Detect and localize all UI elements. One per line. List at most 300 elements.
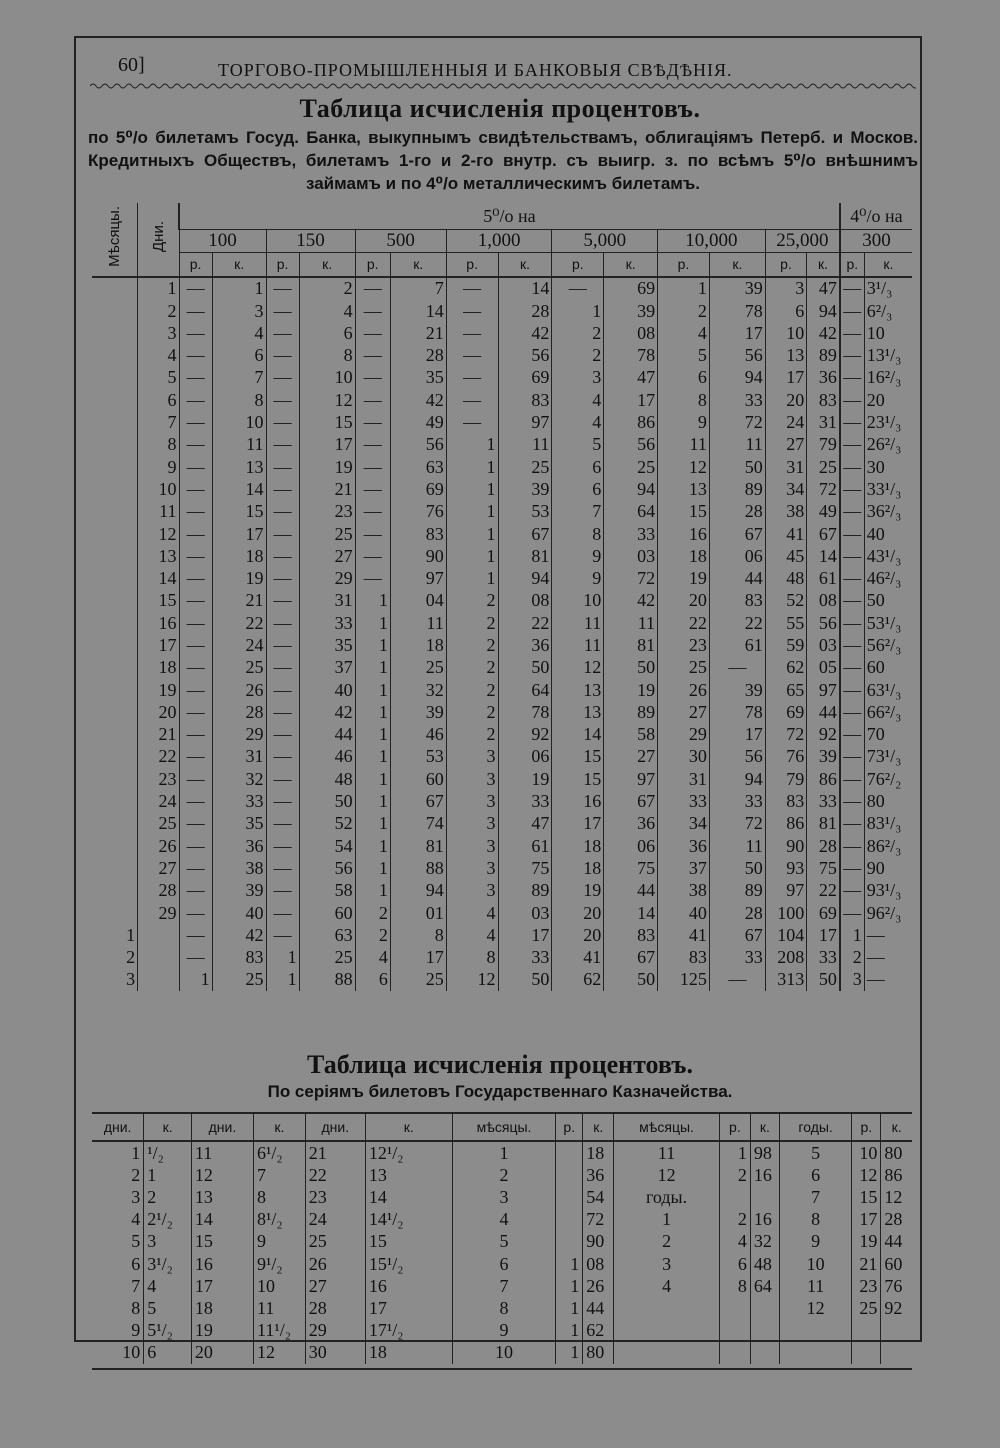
table-cell: 31 [299, 590, 355, 612]
table-cell: 72 [709, 813, 765, 835]
group-4pct-header: 4⁰/о на [840, 203, 912, 230]
table-cell [614, 1320, 720, 1342]
table-cell: 80 [881, 1141, 912, 1164]
table-cell: 18 [191, 1297, 253, 1319]
table-cell: — [355, 523, 390, 545]
table2-header-cell: к. [881, 1113, 912, 1141]
table-cell: 90 [864, 857, 912, 879]
table-row [92, 947, 912, 969]
table-cell: — [266, 344, 299, 366]
table-cell: 46 [299, 746, 355, 768]
table-cell: — [179, 924, 212, 946]
table-cell: — [355, 300, 390, 322]
table-row [92, 1186, 912, 1208]
table-cell: 65 [765, 679, 806, 701]
table-cell: 40 [864, 523, 912, 545]
table-cell: 24 [765, 411, 806, 433]
table-cell: — [840, 724, 864, 746]
table-cell: 1 [355, 835, 390, 857]
table-cell: — [840, 679, 864, 701]
table-cell: 33 [498, 947, 552, 969]
table-cell: 33 [498, 790, 552, 812]
table-cell: 5 [144, 1297, 192, 1319]
table-row [92, 701, 912, 723]
table-cell: 1 [446, 545, 498, 567]
table-cell: 90 [583, 1231, 614, 1253]
table-cell: 15 [212, 501, 266, 523]
denomination-row [92, 230, 912, 253]
table-cell: 21 [852, 1253, 881, 1275]
table-cell: 38 [658, 880, 710, 902]
table-cell: 2 [446, 679, 498, 701]
table-row [92, 1231, 912, 1253]
table-cell: 11 [498, 434, 552, 456]
denomination-header: 100 [179, 230, 266, 253]
table-cell: — [266, 545, 299, 567]
table-cell: 18 [138, 657, 179, 679]
table-cell: 08 [604, 322, 658, 344]
table-cell [92, 590, 138, 612]
table-cell: 8 [719, 1275, 750, 1297]
table-cell: 79 [765, 768, 806, 790]
table-cell: 36²/₃ [864, 501, 912, 523]
table-cell: — [179, 344, 212, 366]
table-cell: 17 [138, 634, 179, 656]
table-cell [719, 1186, 750, 1208]
table-cell: 03 [498, 902, 552, 924]
table-cell: — [355, 411, 390, 433]
table-cell: 5 [658, 344, 710, 366]
table-cell: 50 [709, 857, 765, 879]
table-cell: 76 [881, 1275, 912, 1297]
table-cell [881, 1320, 912, 1342]
table-cell: 50 [299, 790, 355, 812]
rubles-subheader: р. [658, 253, 710, 277]
table-cell: 4 [446, 902, 498, 924]
kopeks-subheader: к. [212, 253, 266, 277]
table-cell: — [179, 634, 212, 656]
table2-title: Таблица исчисленія процентовъ. [307, 1050, 693, 1079]
table-cell: 47 [807, 277, 840, 300]
table-cell: 31 [212, 746, 266, 768]
table-cell: 22 [709, 612, 765, 634]
table-cell: — [355, 277, 390, 300]
table-cell: 10 [299, 367, 355, 389]
table-cell [750, 1297, 779, 1319]
table-cell: 2 [144, 1186, 192, 1208]
table-cell: 39 [212, 880, 266, 902]
table-cell: 12¹/₂ [365, 1141, 452, 1164]
table-cell: 74 [390, 813, 446, 835]
table-cell [719, 1297, 750, 1319]
table-cell: 4 [552, 411, 604, 433]
table-cell: 12 [138, 523, 179, 545]
table-cell: 69 [604, 277, 658, 300]
table-cell: 63 [390, 456, 446, 478]
table-cell: 64 [750, 1275, 779, 1297]
table-cell: 2 [446, 612, 498, 634]
table-cell: 15 [191, 1231, 253, 1253]
table-cell: 35 [299, 634, 355, 656]
table-cell: 50 [604, 657, 658, 679]
table-cell [852, 1320, 881, 1342]
table-row [92, 456, 912, 478]
table-cell: 54 [583, 1186, 614, 1208]
table-cell: 22 [498, 612, 552, 634]
table-cell: 4 [614, 1275, 720, 1297]
table-cell: 22 [658, 612, 710, 634]
table-cell: 1 [355, 768, 390, 790]
table-cell: 06 [498, 746, 552, 768]
table-row [92, 367, 912, 389]
table-row [92, 835, 912, 857]
table-cell [779, 1320, 851, 1342]
table-cell: — [355, 545, 390, 567]
table-cell: 7 [138, 411, 179, 433]
table-cell: 83 [498, 389, 552, 411]
table-cell: 23 [299, 501, 355, 523]
table-cell [556, 1164, 583, 1186]
table-cell: 1 [446, 456, 498, 478]
table-cell: — [864, 947, 912, 969]
table-cell: 28 [709, 902, 765, 924]
table-cell [92, 434, 138, 456]
table-cell: 4 [452, 1209, 556, 1231]
table-cell: 16 [365, 1275, 452, 1297]
table-cell: 90 [390, 545, 446, 567]
table-cell: 35 [212, 813, 266, 835]
kopeks-subheader: к. [709, 253, 765, 277]
table-cell: 6 [658, 367, 710, 389]
table-cell: — [446, 367, 498, 389]
table-cell: — [840, 478, 864, 500]
table-cell: 5 [138, 367, 179, 389]
table-cell: 4 [446, 924, 498, 946]
table-cell [92, 612, 138, 634]
table-cell: 25 [305, 1231, 365, 1253]
treasury-series-table [92, 1112, 912, 1364]
table-cell: 8 [131, 1297, 141, 1318]
table-cell: 3 [446, 813, 498, 835]
table-cell: 17¹/₂ [365, 1320, 452, 1342]
table-row [92, 567, 912, 589]
table-cell: 11 [604, 612, 658, 634]
table-cell: 21 [212, 590, 266, 612]
table-cell: — [179, 300, 212, 322]
table-cell: 8 [138, 434, 179, 456]
table-cell: 19 [299, 456, 355, 478]
table-cell [719, 1320, 750, 1342]
table-cell: — [355, 456, 390, 478]
table-cell: 2 [446, 701, 498, 723]
table-cell: 33 [807, 947, 840, 969]
table-cell [92, 300, 138, 322]
table-cell: 56 [709, 344, 765, 366]
table-cell: — [840, 857, 864, 879]
table-cell: — [266, 746, 299, 768]
table-cell: — [179, 857, 212, 879]
table-cell: 1 [452, 1141, 556, 1164]
table-cell: 19 [191, 1320, 253, 1342]
table-cell: 56 [390, 434, 446, 456]
table-row [92, 389, 912, 411]
table-cell: 13 [212, 456, 266, 478]
table-cell: — [179, 835, 212, 857]
table-cell: 53 [390, 746, 446, 768]
table-cell [556, 1186, 583, 1208]
table-cell: — [840, 790, 864, 812]
table-row [92, 1275, 912, 1297]
table-cell [556, 1209, 583, 1231]
table-cell: 4 [299, 300, 355, 322]
table-cell: 19 [852, 1231, 881, 1253]
table-cell: — [266, 523, 299, 545]
table-cell: 313 [765, 969, 806, 991]
table-cell: годы. [614, 1186, 720, 1208]
table-cell: — [179, 947, 212, 969]
col-months-label: Мѣсяцы. [106, 206, 124, 268]
table-cell: 34 [765, 478, 806, 500]
table-cell [92, 501, 138, 523]
rubles-subheader: р. [552, 253, 604, 277]
table-cell: 5 [552, 434, 604, 456]
table-row [92, 501, 912, 523]
table-cell: — [266, 389, 299, 411]
table-cell: — [266, 567, 299, 589]
table-cell: 67 [498, 523, 552, 545]
table-cell: 2 [614, 1231, 720, 1253]
table-cell: — [355, 501, 390, 523]
col-days-header [138, 203, 179, 277]
table-cell: 19 [498, 768, 552, 790]
table-cell: 33 [709, 389, 765, 411]
table2-header-cell: дни. [191, 1113, 253, 1141]
table-cell: 19 [138, 679, 179, 701]
table-cell: 8 [212, 389, 266, 411]
table-cell [92, 701, 138, 723]
table-cell: 72 [765, 724, 806, 746]
table-cell: 38 [765, 501, 806, 523]
table-cell: 41 [552, 947, 604, 969]
table-cell: 10 [254, 1275, 306, 1297]
rubles-subheader: р. [446, 253, 498, 277]
table-cell: 44 [299, 724, 355, 746]
table-cell: 7 [452, 1275, 556, 1297]
table-cell: 05 [807, 657, 840, 679]
table-cell: 8 [452, 1297, 556, 1319]
table-cell: 56 [709, 746, 765, 768]
table-cell [614, 1342, 720, 1364]
table-cell: — [179, 590, 212, 612]
table-cell: 1 [446, 567, 498, 589]
table-cell: 3 [446, 835, 498, 857]
table-cell: 30 [658, 746, 710, 768]
table-cell: 46 [390, 724, 446, 746]
table-cell: 72 [583, 1209, 614, 1231]
table-cell: 45 [765, 545, 806, 567]
table-cell: 58 [604, 724, 658, 746]
table-cell [138, 924, 179, 946]
table-cell: 14 [807, 545, 840, 567]
table-cell: — [179, 434, 212, 456]
table-cell: 1 [355, 813, 390, 835]
table-cell: 62 [765, 657, 806, 679]
table-cell: 13 [138, 545, 179, 567]
table-cell: 15 [852, 1186, 881, 1208]
table-cell: 3¹/₃ [864, 277, 912, 300]
table-cell: 23 [852, 1275, 881, 1297]
table-cell: 61 [498, 835, 552, 857]
table-cell [614, 1297, 720, 1319]
table-cell: 18 [390, 634, 446, 656]
table-row [92, 1209, 912, 1231]
table-cell: 40 [212, 902, 266, 924]
table-cell: — [266, 322, 299, 344]
table-cell: 61 [709, 634, 765, 656]
table-cell: 1 [126, 924, 136, 945]
table-cell: 67 [709, 924, 765, 946]
table-cell: 88 [299, 969, 355, 991]
table-cell: 13 [552, 679, 604, 701]
table-cell: 2 [719, 1164, 750, 1186]
table-cell: 32 [750, 1231, 779, 1253]
table-cell: 83 [212, 947, 266, 969]
table-cell: 21 [138, 724, 179, 746]
table-cell: 15¹/₂ [365, 1253, 452, 1275]
table-row [92, 1342, 912, 1364]
table-cell: 97 [765, 880, 806, 902]
table-row [92, 344, 912, 366]
table-cell: 37 [658, 857, 710, 879]
table-cell: 32 [390, 679, 446, 701]
table-cell: 60 [864, 657, 912, 679]
table-cell: 2 [840, 947, 864, 969]
table-cell: 1 [446, 478, 498, 500]
table-cell [92, 367, 138, 389]
table-cell: 12 [779, 1297, 851, 1319]
table-cell: — [446, 389, 498, 411]
table-cell: — [840, 657, 864, 679]
table-cell: — [179, 880, 212, 902]
table-cell: — [446, 322, 498, 344]
table-cell: 58 [299, 880, 355, 902]
table-cell: 1 [446, 523, 498, 545]
table-cell: 26 [212, 679, 266, 701]
table-cell: 5 [779, 1141, 851, 1164]
table-cell: 28 [138, 880, 179, 902]
table-cell: 7 [390, 277, 446, 300]
table1-subtitle: по 5⁰/о билетамъ Госуд. Банка, выкупнымъ свидѣтельствамъ, облигаціямъ Петерб. и Москов. Кредитныхъ Обществъ, билетамъ 1-го и 2-го внутр. съ выигр. з. по всѣмъ 5⁰/о внѣшнимъ займамъ и по 4⁰/о металлическимъ билетамъ. [88, 128, 918, 193]
table-cell: 60 [390, 768, 446, 790]
table-cell: 69 [765, 701, 806, 723]
table-cell [92, 679, 138, 701]
table-cell: 90 [765, 835, 806, 857]
table-cell: 1 [144, 1164, 192, 1186]
table-cell: — [266, 612, 299, 634]
table-cell: 98 [750, 1141, 779, 1164]
table-cell: 86 [765, 813, 806, 835]
table-cell: 16 [191, 1253, 253, 1275]
table-row [92, 300, 912, 322]
table-cell: — [266, 657, 299, 679]
table-cell: 3 [446, 880, 498, 902]
table-cell: 9 [779, 1231, 851, 1253]
page-header [76, 50, 924, 80]
table-cell: 17 [807, 924, 840, 946]
table-cell: 10 [864, 322, 912, 344]
table-cell: 49 [390, 411, 446, 433]
table2-header-cell: р. [719, 1113, 750, 1141]
table-cell: 9 [131, 1320, 141, 1341]
table-cell: 14 [498, 277, 552, 300]
table-cell [92, 835, 138, 857]
table-cell: 15 [365, 1231, 452, 1253]
table-cell: 16²/₃ [864, 367, 912, 389]
table-cell: 21 [299, 478, 355, 500]
table-cell: 14 [604, 902, 658, 924]
table-cell: 18 [583, 1141, 614, 1164]
table-row [92, 657, 912, 679]
table-cell: 46²/₃ [864, 567, 912, 589]
table-cell: 18 [552, 857, 604, 879]
table-cell [92, 724, 138, 746]
table-cell: 56 [604, 434, 658, 456]
table-cell: 36 [583, 1164, 614, 1186]
table-cell: 41 [658, 924, 710, 946]
table-cell: — [179, 701, 212, 723]
table-cell [92, 567, 138, 589]
table-cell: 86 [604, 411, 658, 433]
table-cell: — [840, 746, 864, 768]
table-cell: 17 [191, 1275, 253, 1297]
table-cell: 94 [604, 478, 658, 500]
table-cell: 44 [881, 1231, 912, 1253]
table-cell: — [266, 857, 299, 879]
table-cell: 30 [864, 456, 912, 478]
table2-header-cell: к. [254, 1113, 306, 1141]
table-cell: 9 [138, 456, 179, 478]
table-cell: 63 [299, 924, 355, 946]
table-cell: 23¹/₃ [864, 411, 912, 433]
table-row [92, 545, 912, 567]
table-cell: 16 [750, 1209, 779, 1231]
table-cell: 03 [604, 545, 658, 567]
table-cell: 29 [138, 902, 179, 924]
table-cell: 1 [355, 679, 390, 701]
table-cell: 11¹/₂ [254, 1320, 306, 1342]
table-cell: 31 [765, 456, 806, 478]
table-cell: 25 [390, 657, 446, 679]
table-cell [92, 880, 138, 902]
table2-header-cell: к. [750, 1113, 779, 1141]
table-cell: 12 [254, 1342, 306, 1364]
table-cell: 2 [355, 902, 390, 924]
table-cell: 31 [807, 411, 840, 433]
table-cell: 33 [807, 790, 840, 812]
table-cell: 83 [709, 590, 765, 612]
table2-header-cell: р. [556, 1113, 583, 1141]
table-cell: 8 [254, 1186, 306, 1208]
table-cell: — [840, 902, 864, 924]
table-cell: — [266, 277, 299, 300]
table-cell: 62 [552, 969, 604, 991]
table-cell: — [179, 902, 212, 924]
table-cell: 18 [212, 545, 266, 567]
table-cell: — [840, 545, 864, 567]
table-cell: 7 [779, 1186, 851, 1208]
table-cell: 47 [604, 367, 658, 389]
table-cell: 76 [390, 501, 446, 523]
